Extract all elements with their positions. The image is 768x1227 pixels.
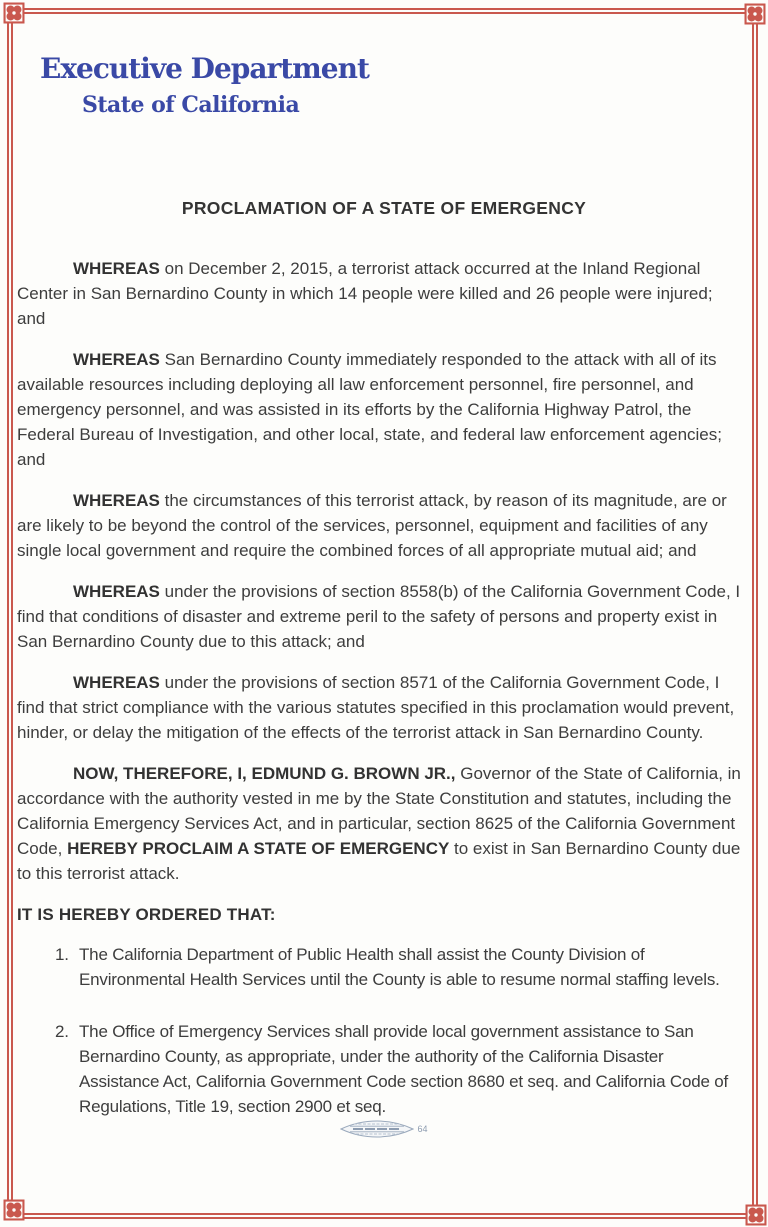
- whereas-paragraph-1: [17, 256, 741, 331]
- whereas-keyword: WHEREAS: [73, 491, 160, 510]
- paragraph-text: to exist in San Bernardino County due to this terrorist attack.: [17, 839, 741, 883]
- whereas-paragraph-5: [17, 670, 741, 745]
- item-number: 2.: [55, 1022, 69, 1041]
- ordered-items: [17, 942, 741, 1119]
- whereas-keyword: WHEREAS: [73, 259, 160, 278]
- page-title: PROCLAMATION OF A STATE OF EMERGENCY: [181, 198, 587, 218]
- now-therefore-paragraph: [17, 761, 741, 886]
- corner-rosette-icon: [745, 1204, 767, 1226]
- whereas-keyword: WHEREAS: [73, 673, 160, 692]
- document-body: [0, 256, 768, 1119]
- state-name: State of California: [82, 92, 300, 118]
- item-text: The Office of Emergency Services shall provide local government assistance to San Bernardino County, as appropriate, under the authority of the California Disaster Assistance Act, California Government Code section 8680 et seq. and California Code of Regulations, Title 19, section 2900 et seq.: [79, 1022, 729, 1116]
- paragraph-text: San Bernardino County immediately responded to the attack with all of its available resources including deploying all law enforcement personnel, fire personnel, and emergency personnel, and was assisted in its efforts by the California Highway Patrol, the Federal Bureau of Investigation, and other local, state, and federal law enforcement agencies; and: [17, 350, 722, 469]
- ordered-item-2: [55, 1019, 741, 1119]
- paragraph-text: the circumstances of this terrorist attack, by reason of its magnitude, are or are likely to be beyond the control of the services, personnel, equipment and facilities of any single local government and require the combined forces of all appropriate mutual aid; and: [17, 491, 727, 560]
- ordered-heading: IT IS HEREBY ORDERED THAT:: [17, 905, 276, 924]
- corner-rosette-icon: [3, 2, 25, 24]
- department-name: Executive Department: [40, 52, 369, 85]
- union-printer-label: [0, 1119, 768, 1139]
- whereas-paragraph-4: [17, 579, 741, 654]
- item-number: 1.: [55, 945, 69, 964]
- item-text: The California Department of Public Health shall assist the County Division of Environmental Health Services until the County is able to resume normal staffing levels.: [79, 945, 720, 989]
- whereas-keyword: WHEREAS: [73, 582, 160, 601]
- proclaim-keyword: HEREBY PROCLAIM A STATE OF EMERGENCY: [67, 839, 450, 858]
- paragraph-text: Governor of the State of California, in accordance with the authority vested in me by the State Constitution and statutes, including the California Emergency Services Act, and in particular, section 8625 of the California Government Code,: [17, 764, 741, 858]
- corner-rosette-icon: [3, 1199, 25, 1221]
- letterhead: [0, 0, 768, 120]
- whereas-paragraph-2: [17, 347, 741, 472]
- ordered-item-1: [55, 942, 741, 992]
- paragraph-text: under the provisions of section 8558(b) of the California Government Code, I find that conditions of disaster and extreme peril to the safety of persons and property exist in San Bernardino County due to this attack; and: [17, 582, 741, 651]
- whereas-keyword: WHEREAS: [73, 350, 160, 369]
- paragraph-text: on December 2, 2015, a terrorist attack occurred at the Inland Regional Center in San Bernardino County in which 14 people were killed and 26 people were injured; and: [17, 259, 713, 328]
- now-therefore-keyword: NOW, THEREFORE, I, EDMUND G. BROWN JR.,: [73, 764, 456, 783]
- paragraph-text: under the provisions of section 8571 of the California Government Code, I find that strict compliance with the various statutes specified in this proclamation would prevent, hinder, or delay the mitigation of the effects of the terrorist attack in San Bernardino County.: [17, 673, 735, 742]
- corner-rosette-icon: [744, 3, 766, 25]
- union-bug-icon: [340, 1120, 414, 1138]
- whereas-paragraph-3: [17, 488, 741, 563]
- union-label-number: 64: [417, 1124, 428, 1134]
